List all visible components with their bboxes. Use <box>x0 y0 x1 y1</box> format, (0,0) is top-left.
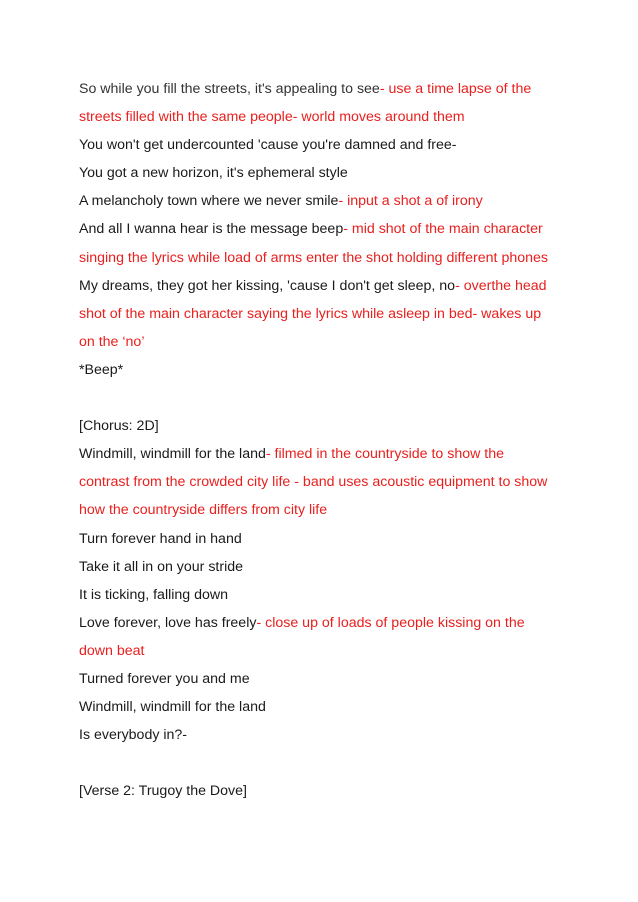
annotation-text: how the countryside differs from city life <box>79 502 328 519</box>
annotation-text: contrast from the crowded city life - band uses acoustic equipment to show <box>79 474 548 491</box>
text-line <box>79 215 579 243</box>
text-line <box>79 244 579 272</box>
annotation-text: - mid shot of the main character <box>343 221 543 238</box>
annotation-text: - use a time lapse of the <box>379 81 532 97</box>
lyric-text: So while you fill the streets, it's appealing to see <box>79 81 380 97</box>
annotation-text: shot of the main character saying the lyrics while asleep in bed- wakes up <box>79 305 542 322</box>
lyric-text: Windmill, windmill for the land <box>79 446 266 463</box>
lyric-text: [Chorus: 2D] <box>79 418 159 435</box>
text-line <box>79 159 579 187</box>
annotation-text: - filmed in the countryside to show the <box>265 446 505 463</box>
text-line <box>79 356 579 384</box>
lyric-text: It is ticking, falling down <box>79 586 229 603</box>
lyric-text: You got a new horizon, it's ephemeral style <box>79 165 348 182</box>
annotation-text: on the ‘no’ <box>79 333 145 350</box>
lyric-text: Is everybody in?- <box>79 727 188 744</box>
text-line <box>79 525 579 553</box>
lyric-text: My dreams, they got her kissing, 'cause I don't get sleep, no <box>79 277 456 294</box>
annotation-text: - input a shot a of irony <box>338 193 483 210</box>
text-line <box>79 721 579 749</box>
text-line <box>79 75 579 103</box>
blank-line <box>79 384 579 412</box>
text-line <box>79 609 579 637</box>
lyric-text: Turn forever hand in hand <box>79 530 242 547</box>
lyric-text: [Verse 2: Trugoy the Dove] <box>79 783 247 800</box>
text-line <box>79 468 579 496</box>
annotation-text: singing the lyrics while load of arms enter the shot holding different phones <box>79 249 548 266</box>
text-line <box>79 272 579 300</box>
text-line <box>79 665 579 693</box>
text-line <box>79 496 579 524</box>
text-line <box>79 693 579 721</box>
lyric-text: Turned forever you and me <box>79 670 250 687</box>
blank-line <box>79 749 579 777</box>
text-line <box>79 300 579 328</box>
text-line <box>79 553 579 581</box>
annotation-text: - overthe head <box>455 277 547 294</box>
text-line <box>79 777 579 805</box>
text-line <box>79 103 579 131</box>
lyric-text: Take it all in on your stride <box>79 558 244 575</box>
text-line <box>79 581 579 609</box>
text-line <box>79 328 579 356</box>
annotation-text: down beat <box>79 642 145 659</box>
text-line <box>79 412 579 440</box>
lyrics-body <box>79 75 579 805</box>
lyric-text: A melancholy town where we never smile <box>79 193 339 210</box>
lyric-text: And all I wanna hear is the message beep <box>79 221 344 238</box>
annotation-text: - close up of loads of people kissing on the <box>256 614 525 631</box>
text-line <box>79 637 579 665</box>
lyric-text: *Beep* <box>79 361 124 378</box>
annotation-text: streets filled with the same people- world moves around them <box>79 109 465 126</box>
text-line <box>79 187 579 215</box>
lyric-text: Love forever, love has freely <box>79 614 257 631</box>
lyric-text: You won't get undercounted 'cause you're damned and free- <box>79 137 457 154</box>
text-line <box>79 440 579 468</box>
text-line <box>79 131 579 159</box>
lyric-text: Windmill, windmill for the land <box>79 699 266 716</box>
